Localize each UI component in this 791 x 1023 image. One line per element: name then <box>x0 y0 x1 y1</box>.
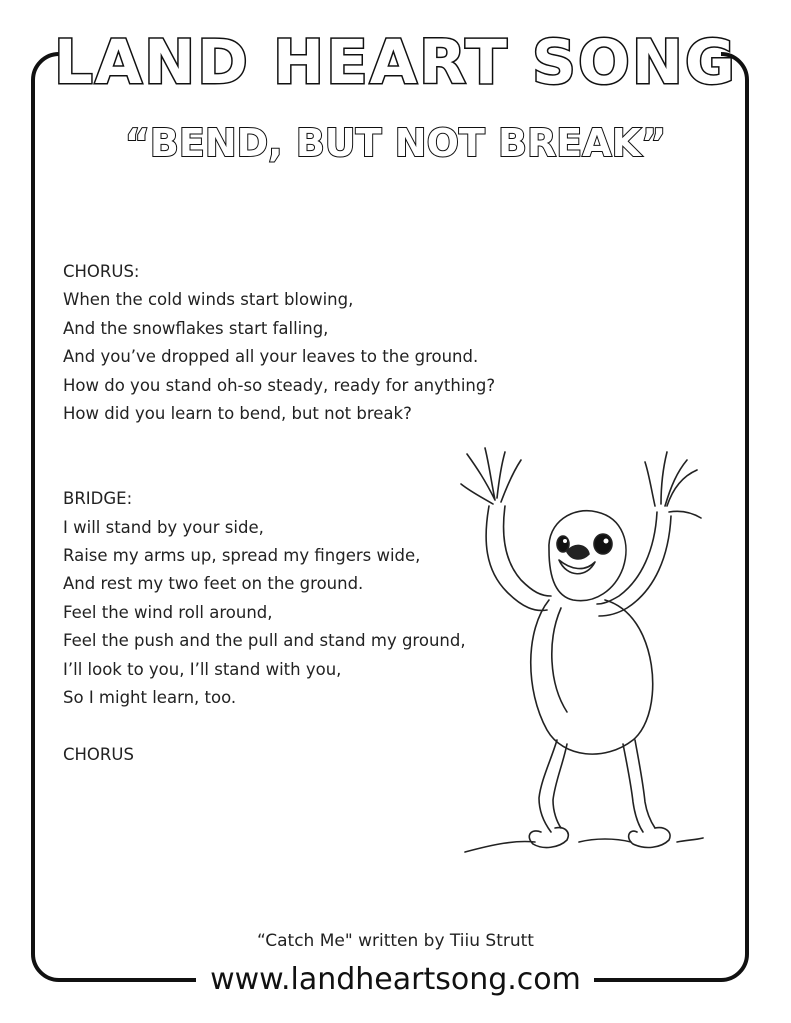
website-link[interactable]: www.landheartsong.com <box>210 962 581 997</box>
song-title: “BEND, BUT NOT BREAK” <box>124 121 667 165</box>
bridge-heading: BRIDGE: <box>63 489 133 509</box>
lyric-line: And rest my two feet on the ground. <box>63 574 364 594</box>
song-credit: “Catch Me" written by Tiiu Strutt <box>257 931 534 951</box>
lyric-line: Feel the push and the pull and stand my ground, <box>63 631 466 651</box>
lyric-line: Feel the wind roll around, <box>63 602 273 622</box>
page-title: LAND HEART SONG <box>54 27 737 98</box>
lyric-line: I’ll look to you, I’ll stand with you, <box>63 659 342 679</box>
lyric-line: Raise my arms up, spread my fingers wide, <box>63 546 421 566</box>
bird-character-illustration <box>455 440 705 860</box>
lyric-line: And you’ve dropped all your leaves to the ground. <box>63 347 479 367</box>
lyric-line: So I might learn, too. <box>63 688 237 708</box>
lyric-line: How did you learn to bend, but not break? <box>63 404 412 424</box>
lyric-line: I will stand by your side, <box>63 517 264 537</box>
lyric-line: When the cold winds start blowing, <box>63 290 354 310</box>
lyric-line: How do you stand oh-so steady, ready for anything? <box>63 375 496 395</box>
lyric-line: And the snowflakes start falling, <box>63 318 329 338</box>
chorus-repeat-label: CHORUS <box>63 744 134 764</box>
chorus-heading: CHORUS: <box>63 262 140 281</box>
